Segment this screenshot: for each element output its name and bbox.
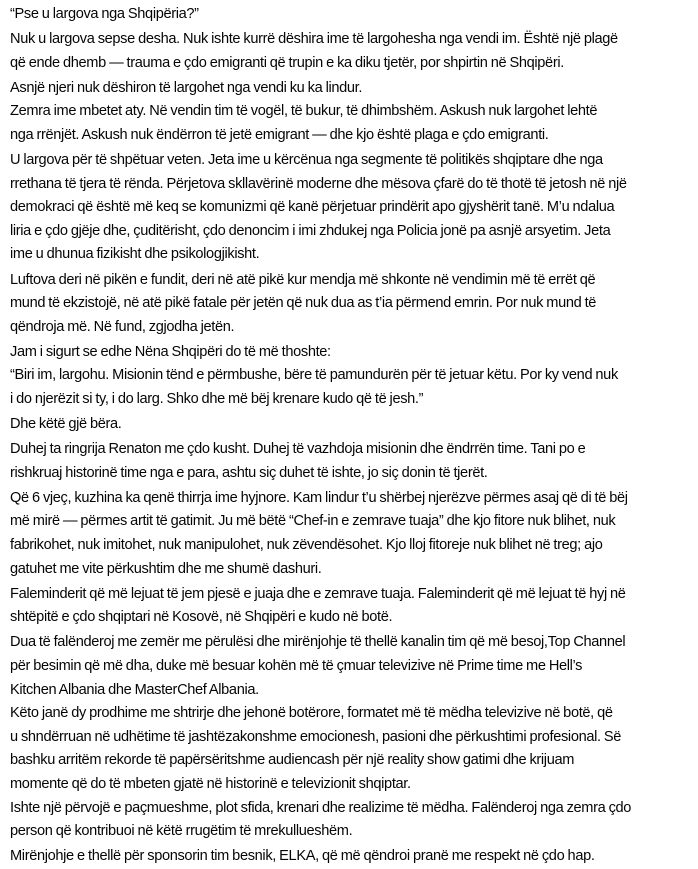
post-paragraph — [10, 487, 690, 581]
post-paragraph — [10, 341, 690, 412]
paragraph-line: bashku arritëm rekorde të papërsëritshme audiencash për një reality show gatimi dhe krijuam — [10, 752, 575, 769]
paragraph-line: qëndroja më. Në fund, zgjodha jetën. — [10, 318, 235, 335]
paragraph-line: demokraci që është më keq se komunizmi që kanë përjetuar prindërit apo gjyshërit tanë. M’u ndalua — [10, 199, 615, 216]
paragraph-line: u shndërruan në udhëtime të jashtëzakonshme emocionesh, pasioni dhe përkushtimi profesional. Së — [10, 728, 622, 745]
paragraph-line: ime u dhunua fizikisht dhe psikologjikisht. — [10, 246, 260, 263]
post-paragraph — [10, 3, 690, 27]
paragraph-line: rishkruaj historinë time nga e para, ashtu siç duhet të ishte, jo siç donin të tjerët. — [10, 464, 488, 481]
post-paragraph — [10, 149, 690, 267]
paragraph-line: U largova për të shpëtuar veten. Jeta ime u kërcënua nga segmente të politikës shqiptare dhe nga — [10, 152, 603, 169]
paragraph-line: Dhe këtë gjë bëra. — [10, 416, 122, 433]
paragraph-line: person që kontribuoi në këtë rrugëtim të mrekullueshëm. — [10, 823, 353, 840]
paragraph-line: momente që do të mbeten gjatë në historinë e televizionit shqiptar. — [10, 776, 411, 792]
paragraph-line: liria e çdo gjëje dhe, çuditërisht, çdo denoncim i imi zhdukej nga Policia jonë pa asnjë arsyetim. Jeta — [10, 222, 611, 239]
paragraph-line: Luftova deri në pikën e fundit, deri në atë pikë kur mendja më shkonte në vendimin më të errët që — [10, 271, 596, 288]
post-paragraph — [10, 413, 690, 437]
paragraph-line: për besimin që më dha, duke më besuar kohën më të çmuar televizive në Prime time me Hell’s — [10, 658, 583, 675]
paragraph-line: nga rrënjët. Askush nuk ëndërron të jetë emigrant — dhe kjo është plaga e çdo emigranti. — [10, 126, 549, 143]
paragraph-line: i do njerëzit si ty, i do larg. Shko dhe më bëj krenare kudo që të jesh.” — [10, 391, 424, 407]
paragraph-line: “Biri im, largohu. Misionin tënd e përmbushe, bëre të pamundurën për të jetuar këtu. Por ky vend nuk — [10, 367, 618, 384]
paragraph-line: Kitchen Albania dhe MasterChef Albania. — [10, 681, 259, 698]
post-paragraph — [10, 77, 690, 148]
post-paragraph — [10, 631, 690, 843]
paragraph-line: Jam i sigurt se edhe Nëna Shqipëri do të më thoshte: — [10, 343, 331, 360]
paragraph-line: që ende dhemb — trauma e çdo emigranti që trupin e ka diku tjetër, por shpirtin në Shqipëri. — [10, 54, 564, 71]
post-paragraph — [10, 845, 690, 869]
paragraph-line: më mirë — përmes artit të gatimit. Ju më bëtë “Chef-in e zemrave tuaja” dhe kjo fitore nuk blihet, nuk — [10, 513, 616, 530]
post-paragraph — [10, 28, 690, 75]
paragraph-line: Nuk u largova sepse desha. Nuk ishte kurrë dëshira ime të largohesha nga vendi im. Është një plagë — [10, 31, 618, 48]
paragraph-line: gatuhet me vite përkushtim dhe me shumë dashuri. — [10, 560, 322, 577]
paragraph-line: Mirënjohje e thellë për sponsorin tim besnik, ELKA, që më qëndroi pranë me respekt në çdo hap. — [10, 848, 595, 865]
post-paragraph — [10, 583, 690, 630]
paragraph-line: Dua të falënderoj me zemër me përulësi dhe mirënjohje të thellë kanalin tim që më besoj,Top Channel — [10, 634, 626, 651]
post-paragraph — [10, 269, 690, 340]
paragraph-line: Këto janë dy prodhime me shtrirje dhe jehonë botërore, formatet më të mëdha televizive në botë, që — [10, 705, 613, 722]
paragraph-line: Duhej ta ringrija Renaton me çdo kusht. Duhej të vazhdoja misionin dhe ëndrrën time. Tani po e — [10, 441, 586, 458]
paragraph-line: Asnjë njeri nuk dëshiron të largohet nga vendi ku ka lindur. — [10, 79, 363, 96]
paragraph-line: mund të ekzistojë, në atë pikë fatale për jetën që nuk dua as t’ia përmend emrin. Por nuk mund të — [10, 295, 597, 312]
paragraph-line: fabrikohet, nuk imitohet, nuk manipulohet, nuk zëvendësohet. Kjo lloj fitoreje nuk blihet në treg; ajo — [10, 537, 603, 554]
paragraph-line: Faleminderit që më lejuat të jem pjesë e juaja dhe e zemrave tuaja. Faleminderit që më lejuat të hyj në — [10, 585, 626, 602]
paragraph-line: rrethana të tjera të rënda. Përjetova skllavërinë moderne dhe mësova çfarë do të thotë të jetosh në një — [10, 175, 627, 192]
paragraph-line: Që 6 vjeç, kuzhina ka qenë thirrja ime hyjnore. Kam lindur t’u shërbej njerëzve përmes asaj që di të bëj — [10, 489, 628, 506]
post-paragraph — [10, 438, 690, 485]
paragraph-line: shtëpitë e çdo shqiptari në Kosovë, në Shqipëri e kudo në botë. — [10, 609, 393, 626]
paragraph-line: Zemra ime mbetet aty. Në vendin tim të vogël, të bukur, të dhimbshëm. Askush nuk largohet lehtë — [10, 103, 598, 120]
paragraph-line: Ishte një përvojë e paçmueshme, plot sfida, krenari dhe realizime të mëdha. Falënderoj nga zemra çdo — [10, 799, 632, 816]
paragraph-line: “Pse u largova nga Shqipëria?” — [10, 6, 199, 22]
